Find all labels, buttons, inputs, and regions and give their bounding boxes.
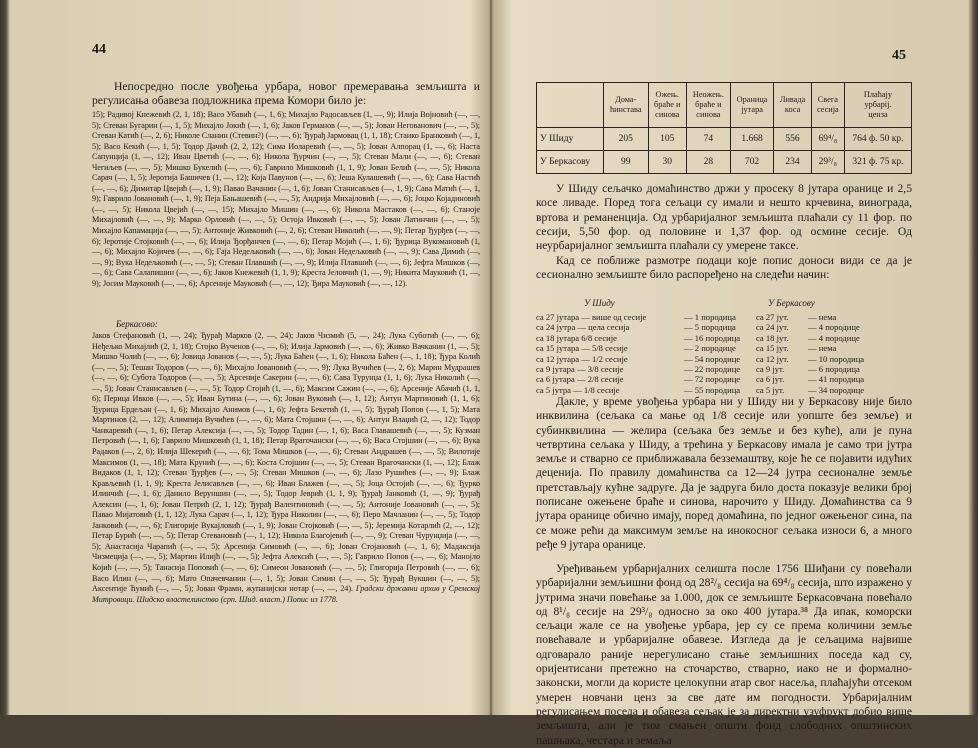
list-item-cell: са 24 јутра — цела сесија (536, 322, 630, 333)
list-item-cell: са 27 јут. (756, 312, 789, 322)
list-item-cell: са 9 јутара — 3/8 сесије (536, 364, 624, 374)
paragraph-distribution-intro: Кад се поближе размотре подаци које попис доноси види се да је сесионално земљиште било распоређено на следећи начин: (536, 254, 912, 282)
table-cell: 29³/₈ (811, 151, 844, 174)
table-cell: 234 (774, 151, 811, 174)
column-heading-berkasovo: У Беркасову (768, 298, 815, 308)
table-cell: У Беркасову (537, 151, 604, 174)
list-item (536, 385, 912, 395)
list-item-cell: — 34 породице (808, 384, 865, 395)
list-item (536, 322, 912, 332)
list-item-cell: са 12 јут. (756, 353, 789, 364)
statistics-table (536, 82, 912, 174)
list-item-cell: — 4 породице (808, 322, 860, 333)
header-cell: Плаћају урбарij. ценза (844, 83, 911, 128)
table-cell: 205 (604, 128, 649, 151)
list-item-cell: — 10 породица (808, 353, 865, 364)
list-item-cell: — 22 породице (684, 364, 741, 374)
column-heading-shid: У Шиду (584, 298, 615, 308)
header-cell: Неожењ. браће и синова (686, 83, 730, 128)
table-cell: 556 (774, 128, 811, 151)
list-item-cell: — 2 породице (684, 343, 736, 354)
list-item-cell: са 9 јут. (756, 364, 785, 374)
list-item-cell: са 27 јутара — више од сесије (536, 312, 647, 322)
list-item-cell: — 54 породице (684, 353, 741, 364)
header-cell: Свега сесија (811, 83, 844, 128)
table-cell: 1.668 (730, 128, 774, 151)
list-item (536, 312, 912, 322)
list-item-cell: — 55 породица (684, 384, 741, 395)
header-cell: Ораница јутара (730, 83, 774, 128)
list-item (536, 343, 912, 353)
list-item-cell: са 24 јут. (756, 322, 789, 333)
table-row (537, 128, 912, 151)
left-page (12, 0, 484, 715)
list-item-cell: — 6 породица (808, 364, 860, 374)
table-cell: 69⁴/₈ (811, 128, 844, 151)
list-item-cell: са 18 јутара 6/8 сесије (536, 332, 617, 343)
list-item-cell: — нема (808, 343, 837, 354)
paragraph-urbarial-plots: Уређивањем урбаријалних селишта после 1756 Шиђани су повећали урбаријални земљишни фонд од 28²/₈ сесија на 69⁴/₈ сесија, што изражено у јутрима значи повећање за 1.000, док се земљиште Беркасовчана повећало од 8¹/₈ сесије на 29³/₈ односно за око 400 јутара.³⁸ Да ипак, коморски сељаци жале се на увођење урбара, јер су се према количини земље повећавале и урбаријалне обавезе. Изгледа да је сељацима највише одговарало раније нерегулисано стање земљишних поседа кад су, оријентисани претежно на сточарство, стварно, иако не и формално-законски, могли да користе целокупни атар свог насеља, плаћајући отсеком умерен новчани ценз за све дате им погодности. Урбаријалним регулисањем поседа и обавеза сељак је за директни узуфрукт добио више земљишта, али је тим смањен општи фонд слободних општинских пашњака, честара и земаља (536, 562, 912, 747)
list-item-cell: — 41 породица (808, 374, 865, 385)
table-cell: 702 (730, 151, 774, 174)
table-row (537, 151, 912, 174)
list-item (536, 333, 912, 343)
intro-paragraph: Непосредно после увођења урбара, новог премеравања земљишта и регулисања обавеза подложника према Комори било је: (92, 80, 480, 107)
source-citation: Градски државни архив у Сремској Митровици. Шидско властелинство (срп. Шид. власт.) Попис из 1778. (92, 584, 481, 604)
list-item-cell: — нема (808, 312, 837, 322)
list-item (536, 374, 912, 384)
berkasovo-heading: Беркасово: (116, 319, 158, 329)
header-cell: Ливада коса (774, 83, 811, 128)
list-item-cell: — 5 породица (684, 322, 736, 333)
table-cell: 321 ф. 75 кр. (844, 151, 911, 174)
page-number-right: 45 (892, 48, 906, 63)
list-item-cell: — 72 породице (684, 374, 741, 385)
berkasovo-names-text: Јаков Стефановић (1, —, 24); Ђурађ Марков (2, —, 24); Јаков Чизмић (5, —, 24); Лука Суботић (—, —, 6); Неђељко Михајлић (2, 1, 18); Стојко Вученов (—, —, 6); Илија Јармовић (—, —, 6); Живко Вачканин (1, —, 5); Мишко Чолић (—, —, 6); Јовица Јованов (—, —, 5); Лука Баћен (—, 1, 6); Никола Баћен (—, 1, 18); Ђура Колић (—, —, 5); Тешан Тодоров (—, —, 6); Михајло Јовановић (—, —, 9); Лука Вучићев (—, 2, 6); Марин Мудрашев (—, —, 6); Субота Тодоров (—, —, 5); Арсеније Сакерин (—, —, 6); Сава Турунџа (1, 1, 6); Лука Николић (—, —, 5); Јован Станисављев (—, —, 5); Тодор Стојић (1, —, 6); Максим Сажин (—, —, 6); Арсеније Абачић (1, 1, 6); Перица Ивков (—, —, 5); Иван Бутина (—, —, 6); Јован Вуковић (—, 1, 12); Антун Мартиновић (1, 1, 6); Ђурица Ердељан (—, 1, 6); Михајло Анимов (—, 1, 6); Јефта Бекетић (1, —, 5); Ђурађ Попов (—, 1, 5); Мата Мартинов (2, —, 12); Алимпија Вучићев (—, —, 6); Мата Стојшин (—, —, 6); Антун Влаџић (2, —, 12); Тодор Чанкаревић (—, 1, 6); Петар Алексија (—, —, 5); Тодор Тадин (—, 1, 6); Васа Главашевић (—, —, 5); Кузман Петровић (—, 1, 6); Гаврило Мишковић (1, 1, 18); Петар Врагочански (—, —, 6); Васа Стојшин (—, —, 6); Вука Радаков (—, 2, 6); Илија Шекерић (—, —, 6); Тома Мишков (—, —, 6); Стеван Андрашев (—, —, 5); Вилотије Максимов (1, —, 18); Мата Крунић (—, —, 6); Коста Стојшин (—, —, 5); Стеван Врагочански (1, —, 12); Блаж Видаков (1, 1, 12); Стеван Ђурђев (—, —, 5); Стеван Мишков (—, —, 6); Лазо Рушићев (—, —, 9); Блаж Крављевић (1, 1, 9); Креста Јелисављев (—, —, 6); Иван Блажев (—, —, 5); Јоца Остојић (—, —, 6); Ђурко Илинчић (—, 1, 6); Данило Веруншин (—, —, 5); Тодор Јеврић (1, 1, 9); Ђурађ Јанковић (1, —, 9); Ђурађ Алексин (—, 1, 6); Јован Петрић (2, 1, 12); Ђурађ Валентиновић (—, —, 5); Антоније Јовановић (—, —, 5); Павао Мијатовић (1, 1, 12); Лука Сарач (—, 1, 12); Ђура Николин (—, —, 6); Перо Мачланин (—, —, 5); Тодор Јанковић (—, —, 6); Глигорије Вукајловић (—, 1, 9); Јован Стојковић (—, —, 5); Јеремија Котарлић (2, —, 12); Петар Бурић (—, —, 5); Петар Стевановић (—, 1, 12); Никола Благојевић (—, —, 9); Стеван Чурунџија (—, —, 5); Анастасија Чарапић (—, —, 5); Арсенија Симовић (—, —, 6); Јован Стојановић (—, 1, 6); Мадаксија Чизмеција (—, —, 5); Мартин Илијћ (—, —, 5); Јефта Алексић (—, —, 5); Гаврило Попов (—, —, 6); Манојло Којић (—, —, 5); Танасија Поповић (—, —, 6); Симеон Јовановић (—, —, 5); Глигорија Петровић (—, —, 6); Васо Илин (—, —, 6); Мато Опачевчанин (—, 1, 5); Јован Симин (—, —, 5); Ђурађ Вукшин (—, —, 5); Аксентије Ћумић (—, —, 5); Јован Фрамн, жупанијски нотар (—, —, 24). (92, 331, 480, 594)
list-item-cell: — 4 породице (808, 332, 860, 343)
list-item-cell: са 6 јут. (756, 374, 785, 385)
list-item-cell: са 6 јутара — 2/8 сесије (536, 374, 624, 385)
list-item-cell: са 15 јутара — 5/8 сесије (536, 343, 628, 354)
header-cell: Ожењ. браће и синова (648, 83, 686, 128)
list-item (536, 364, 912, 374)
list-item-cell: са 5 јут. (756, 384, 785, 395)
right-page (498, 0, 966, 747)
list-item (536, 354, 912, 364)
table-cell: 764 ф. 50 кр. (844, 128, 911, 151)
table-cell: 74 (686, 128, 730, 151)
table-cell: 28 (686, 151, 730, 174)
list-item-cell: са 5 јутра — 1/8 сесије (536, 384, 620, 395)
list-item-cell: са 15 јут. (756, 343, 789, 354)
table-header-row (537, 83, 912, 128)
berkasovo-name-list (92, 331, 480, 605)
list-item-cell: са 12 јутара — 1/2 сесије (536, 353, 628, 364)
shid-name-list: 15); Радивој Кнежевић (2, 1, 18); Васо Убавић (—, 1, 6); Михајло Радосављев (1, —, 9); Илија Војновић (—, —, 5); Стеван Бугарин (—, 1, 5); Михајло Јокић (—, 1, 6); Јаков Германов (—, —, 5); Јован Негованович (—, —, 5); Стеван Катић (—, 2, 6); Николе Сланин (Стевин?) (—, —, 6); Ђурађ Јармовац (1, 1, 18); Стаико Бранковић (—, 1, 5); Васо Кекић (—, 1, 5); Тодор Дачић (2, 2, 12); Сима Иоларевић (—, —, 5); Јован Алпорац (1, —, 6); Наста Сапунција (1, —, 12); Иван Цветић (—, —, 6); Никола Ђурчин (—, —, 5); Стеван Мали (—, —, 6); Стеван Чегиљев (—, —, 5); Мишко Букелић (—, —, 6); Гаврило Мишковић (1, 1, 9); Јован Белић (—, —, 5); Никола Сарач (—, 1, 5); Јеротија Башичев (1, —, 12); Која Павунов (—, —, 6); Јеша Кулашевић (—, —, 6); Сава Настић (—, —, 6); Димитар Цвејић (—, 1, 9); Павао Вачанин (—, 1, 6); Јован Станисављев (—, 1, 9); Сава Матић (—, 1, 9); Гаврило Јовановић (—, 1, 9); Пеја Бањашевић (—, —, 5); Андрија Михајловић (—, —, 6); Јоцко Којадиновић (—, —, 5); Никола Цвејић (—, —, 15); Михајло Мишин (—, —, 6); Никола Мастаков (—, —, 6); Станоје Михајловић (—, —, 9); Марко Орловић (—, —, 5); Остоја Ивковић (—, —, 5); Јован Латинчин (—, —, 5); Михајло Капамација (—, —, 5); Антоније Живковић (—, 2, 6); Стеван Николић (—, —, 9); Петар Ђурђев (—, —, 6); Јеротије Стојковић (—, —, 6); Илија Ђорђанчев (—, —, 6); Петар Мојић (—, 1, 6); Ђурица Вукомановић (1, —, 6); Михајло Којичев (—, —, 6); Гаја Недељковић (—, —, 6); Јован Недељковић (—, —, 9); Сава Димић (—, —, 9); Вука Недељковић (—, —, 5); Стеван Плавшић (—, —, 9); Илија Плавшић (—, —, 6); Јефта Мишков (—, —, 6); Сава Салапишин (—, —, 6); Јаков Кнежевић (1, 1, 9); Креста Јеловчић (1, —, 9); Никита Мауковић (1, —, 9); Јосим Мауковић (—, —, 6); Арсеније Мауковић (—, —, 12); Ђира Мауковић (—, —, 12). (92, 110, 480, 288)
header-cell (537, 83, 604, 128)
list-item-cell: — 1 породица (684, 312, 736, 322)
table-cell: 99 (604, 151, 649, 174)
table-cell: У Шиду (537, 128, 604, 151)
list-item-cell: са 18 јут. (756, 332, 789, 343)
table-cell: 105 (648, 128, 686, 151)
paragraph-inquilines: Дакле, у време увођења урбара ни у Шиду ни у Беркасову није било инквилина (сељака са мање од 1/8 сесије или уопште без земље) и субинквилина — желира (сељака без земље и без куће), али је пуна четвртина сељака у Шиду, а трећина у Беркасову имала је само три јутра земље и стварно се приближавала безземаштву, које ће се појавити идућих деценија. По правилу домаћинства са 12—24 јутра сесионалне земље претстављају кућне задруге. Да је задруга било доста показује велики број пописане ожењене браће и синова, нарочито у Шиду. Домаћинства са 9 јутара оранице обично имају, поред домаћина, по једног ожењеног сина, па се може рећи да максимум земље на инокосног сељака износи 6, а много ређе 9 јутара оранице. (536, 395, 912, 551)
page-number-left: 44 (92, 42, 106, 57)
header-cell: Дома- ћинстава (604, 83, 649, 128)
table-cell: 30 (648, 151, 686, 174)
list-item-cell: — 16 породица (684, 332, 741, 343)
paragraph-shid-averages: У Шиду сељачко домаћинство држи у просеку 8 јутара оранице и 2,5 косе ливаде. Поред тога сељаци су имали и нешто крчевина, винограда, вртова и реманенција. Од урбаријалног земљишта плаћали су 11 фор. по сесији, 5,50 фор. од половине и 1,37 фор. од осмине сесије. Од неурбаријалног земљишта плаћали су умерене таксе. (536, 182, 912, 253)
